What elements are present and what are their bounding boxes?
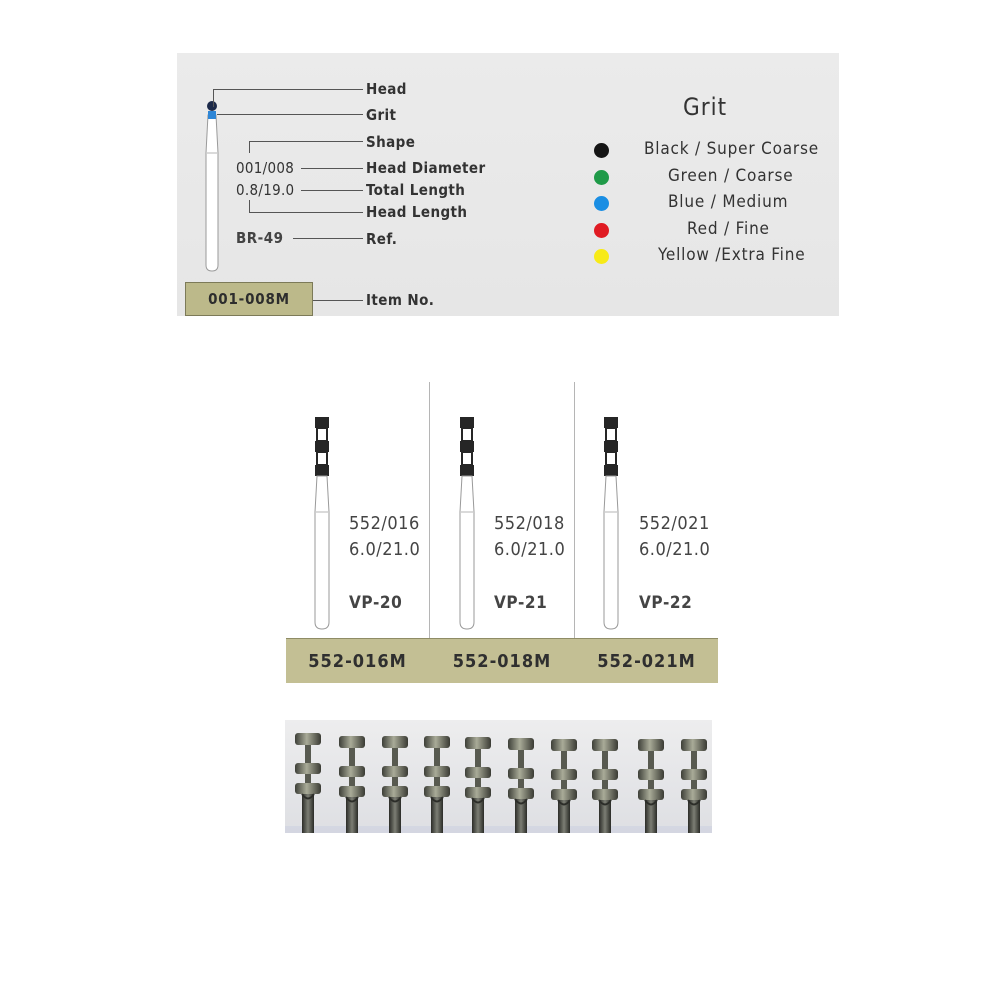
grit-dot-green — [594, 170, 609, 185]
diamond-wheel — [339, 766, 365, 777]
head-length-leader-vertical — [249, 200, 250, 212]
diamond-wheel — [508, 738, 534, 750]
item-leader-line — [313, 300, 363, 301]
grit-item-green: Green / Coarse — [668, 166, 794, 186]
bur-code: 552/021 — [639, 513, 710, 534]
ref-leader-line — [293, 238, 363, 239]
head-leader-line — [213, 89, 363, 90]
diamond-wheel — [592, 789, 618, 800]
shape-leader-line — [249, 141, 363, 142]
diamond-wheel — [592, 739, 618, 751]
grit-item-black: Black / Super Coarse — [644, 139, 819, 159]
column-divider — [574, 382, 575, 682]
bur-lengths: 6.0/21.0 — [494, 539, 566, 560]
grit-dot-blue — [594, 196, 609, 211]
example-lengths: 0.8/19.0 — [236, 181, 295, 199]
bur-item-number: 552-018M — [452, 650, 552, 672]
grit-leader-line — [217, 114, 363, 115]
head-label: Head — [366, 80, 407, 98]
diamond-wheel — [382, 736, 408, 748]
diamond-wheel — [382, 766, 408, 777]
diamond-wheel — [465, 787, 491, 798]
bur-product-photo — [285, 720, 712, 833]
grit-label: Grit — [366, 106, 397, 124]
diamond-wheel — [638, 739, 664, 751]
diamond-wheel — [551, 789, 577, 800]
diamond-wheel — [681, 739, 707, 751]
bur-code: 552/016 — [349, 513, 420, 534]
wheel-bur-illustration — [601, 417, 621, 632]
bur-item-number: 552-021M — [597, 650, 696, 672]
diamond-wheel — [424, 766, 450, 777]
diamond-wheel — [339, 786, 365, 797]
wheel-bur-illustration — [312, 417, 332, 632]
grit-dot-yellow — [594, 249, 609, 264]
diamond-wheel — [551, 769, 577, 780]
diamond-wheel — [465, 737, 491, 749]
grit-item-blue: Blue / Medium — [668, 192, 789, 212]
bur-models-panel — [286, 382, 718, 682]
column-divider — [429, 382, 430, 682]
diamond-wheel — [638, 789, 664, 800]
diamond-wheel — [592, 769, 618, 780]
head-diameter-label: Head Diameter — [366, 159, 486, 177]
bur-code: 552/018 — [494, 513, 565, 534]
example-item-number: 001-008M — [185, 282, 313, 316]
bur-legend-panel — [177, 53, 839, 316]
diamond-wheel — [681, 769, 707, 780]
grit-chart-title: Grit — [683, 93, 728, 121]
diamond-wheel — [424, 736, 450, 748]
total-length-leader-line — [301, 190, 363, 191]
diamond-wheel — [382, 786, 408, 797]
ref-label: Ref. — [366, 230, 398, 248]
bur-item-number: 552-016M — [308, 650, 407, 672]
example-code: 001/008 — [236, 159, 295, 177]
bur-ref: VP-21 — [494, 593, 548, 613]
example-ref: BR-49 — [236, 229, 284, 247]
grit-item-red: Red / Fine — [687, 219, 770, 239]
diamond-wheel — [339, 736, 365, 748]
bur-ref: VP-22 — [639, 593, 693, 613]
diamond-wheel — [465, 767, 491, 778]
total-length-label: Total Length — [366, 181, 466, 199]
diamond-wheel — [508, 788, 534, 799]
grit-item-yellow: Yellow /Extra Fine — [658, 245, 806, 265]
diamond-wheel — [638, 769, 664, 780]
diamond-wheel — [681, 789, 707, 800]
head-leader-vertical — [213, 89, 214, 107]
diamond-wheel — [508, 768, 534, 779]
bur-lengths: 6.0/21.0 — [639, 539, 711, 560]
head-diameter-leader-line — [301, 168, 363, 169]
shape-leader-vertical — [249, 141, 250, 153]
wheel-bur-illustration — [457, 417, 477, 632]
head-length-label: Head Length — [366, 203, 468, 221]
shape-label: Shape — [366, 133, 416, 151]
grit-dot-black — [594, 143, 609, 158]
bur-lengths: 6.0/21.0 — [349, 539, 421, 560]
head-length-leader-line — [249, 212, 363, 213]
diamond-wheel — [424, 786, 450, 797]
bur-ref: VP-20 — [349, 593, 403, 613]
grit-dot-red — [594, 223, 609, 238]
item-no-label: Item No. — [366, 291, 435, 309]
diamond-wheel — [295, 733, 321, 745]
item-number-bar — [286, 638, 718, 683]
round-bur-illustration — [197, 93, 227, 278]
diamond-wheel — [551, 739, 577, 751]
diamond-wheel — [295, 783, 321, 794]
diamond-wheel — [295, 763, 321, 774]
